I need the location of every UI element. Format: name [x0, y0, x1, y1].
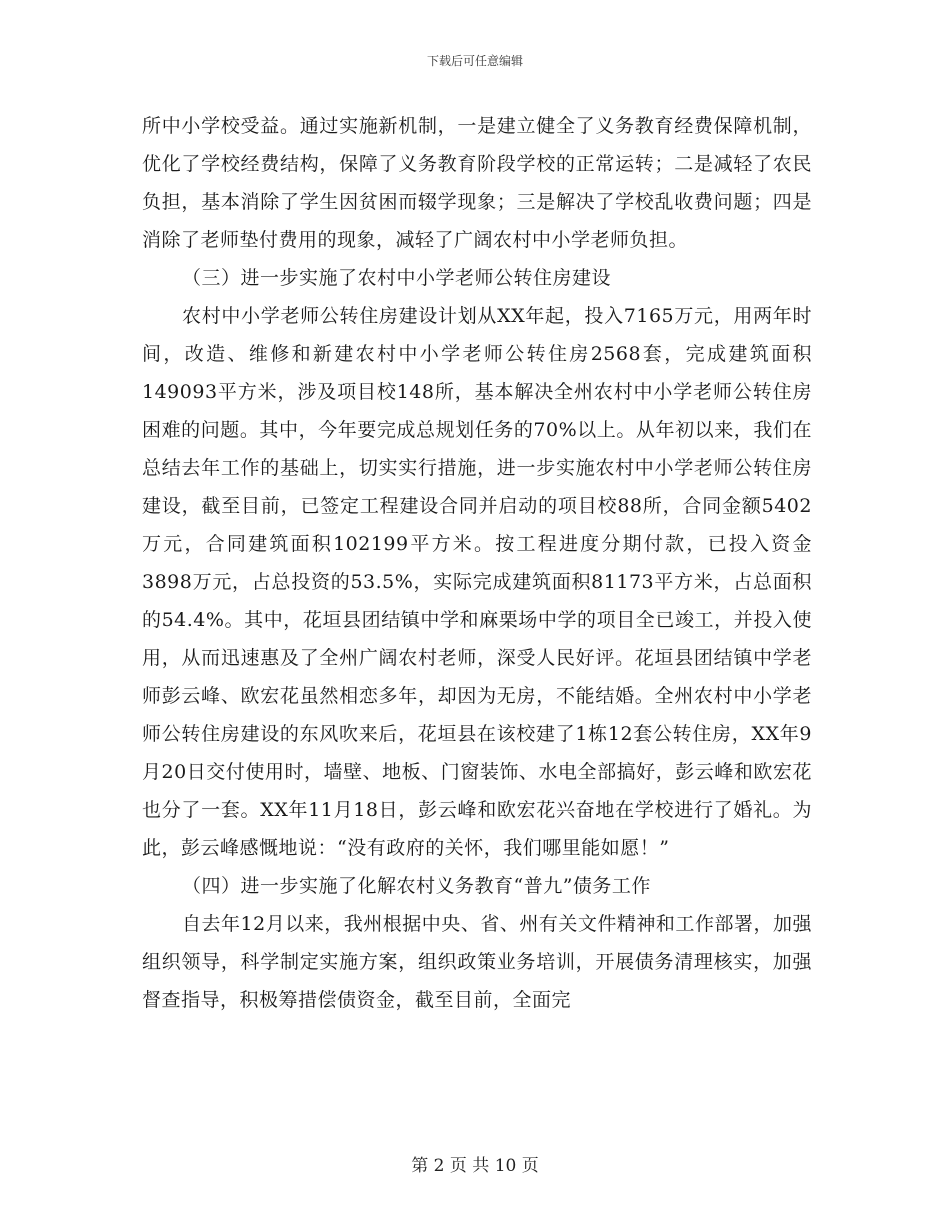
page-header-note: 下载后可任意编辑	[426, 54, 523, 68]
section-heading-4: （四）进一步实施了化解农村义务教育“普九”债务工作	[182, 875, 651, 897]
section-heading-3: （三）进一步实施了农村中小学老师公转住房建设	[182, 267, 612, 289]
page-number: 第 2 页 共 10 页	[411, 1156, 539, 1176]
document-body	[142, 107, 812, 1019]
paragraph-continuation: 所中小学校受益。通过实施新机制，一是建立健全了义务教育经费保障机制，优化了学校经费结构，保障了义务教育阶段学校的正常运转；二是减轻了农民负担，基本消除了学生因贫困而辍学现象；三是解决了学校乱收费问题；四是消除了老师垫付费用的现象，减轻了广阔农村中小学老师负担。	[142, 115, 812, 251]
paragraph-housing: 农村中小学老师公转住房建设计划从XX年起，投入7165万元，用两年时间，改造、维修和新建农村中小学老师公转住房2568套，完成建筑面积149093平方米，涉及项目校148所，基本解决全州农村中小学老师公转住房困难的问题。其中，今年要完成总规划任务的70%以上。从年初以来，我们在总结去年工作的基础上，切实实行措施，进一步实施农村中小学老师公转住房建设，截至目前，已签定工程建设合同并启动的项目校88所，合同金额5402万元，合同建筑面积102199平方米。按工程进度分期付款，已投入资金3898万元，占总投资的53.5%，实际完成建筑面积81173平方米，占总面积的54.4%。其中，花垣县团结镇中学和麻栗场中学的项目全已竣工，并投入使用，从而迅速惠及了全州广阔农村老师，深受人民好评。花垣县团结镇中学老师彭云峰、欧宏花虽然相恋多年，却因为无房，不能结婚。全州农村中小学老师公转住房建设的东风吹来后，花垣县在该校建了1栋12套公转住房，XX年9月20日交付使用时，墙壁、地板、门窗装饰、水电全部搞好，彭云峰和欧宏花也分了一套。XX年11月18日，彭云峰和欧宏花兴奋地在学校进行了婚礼。为此，彭云峰感慨地说：“没有政府的关怀，我们哪里能如愿！”	[142, 305, 812, 859]
paragraph-debt: 自去年12月以来，我州根据中央、省、州有关文件精神和工作部署，加强组织领导，科学制定实施方案，组织政策业务培训，开展债务清理核实，加强督查指导，积极筹措偿债资金，截至目前，全面完	[142, 913, 812, 1011]
